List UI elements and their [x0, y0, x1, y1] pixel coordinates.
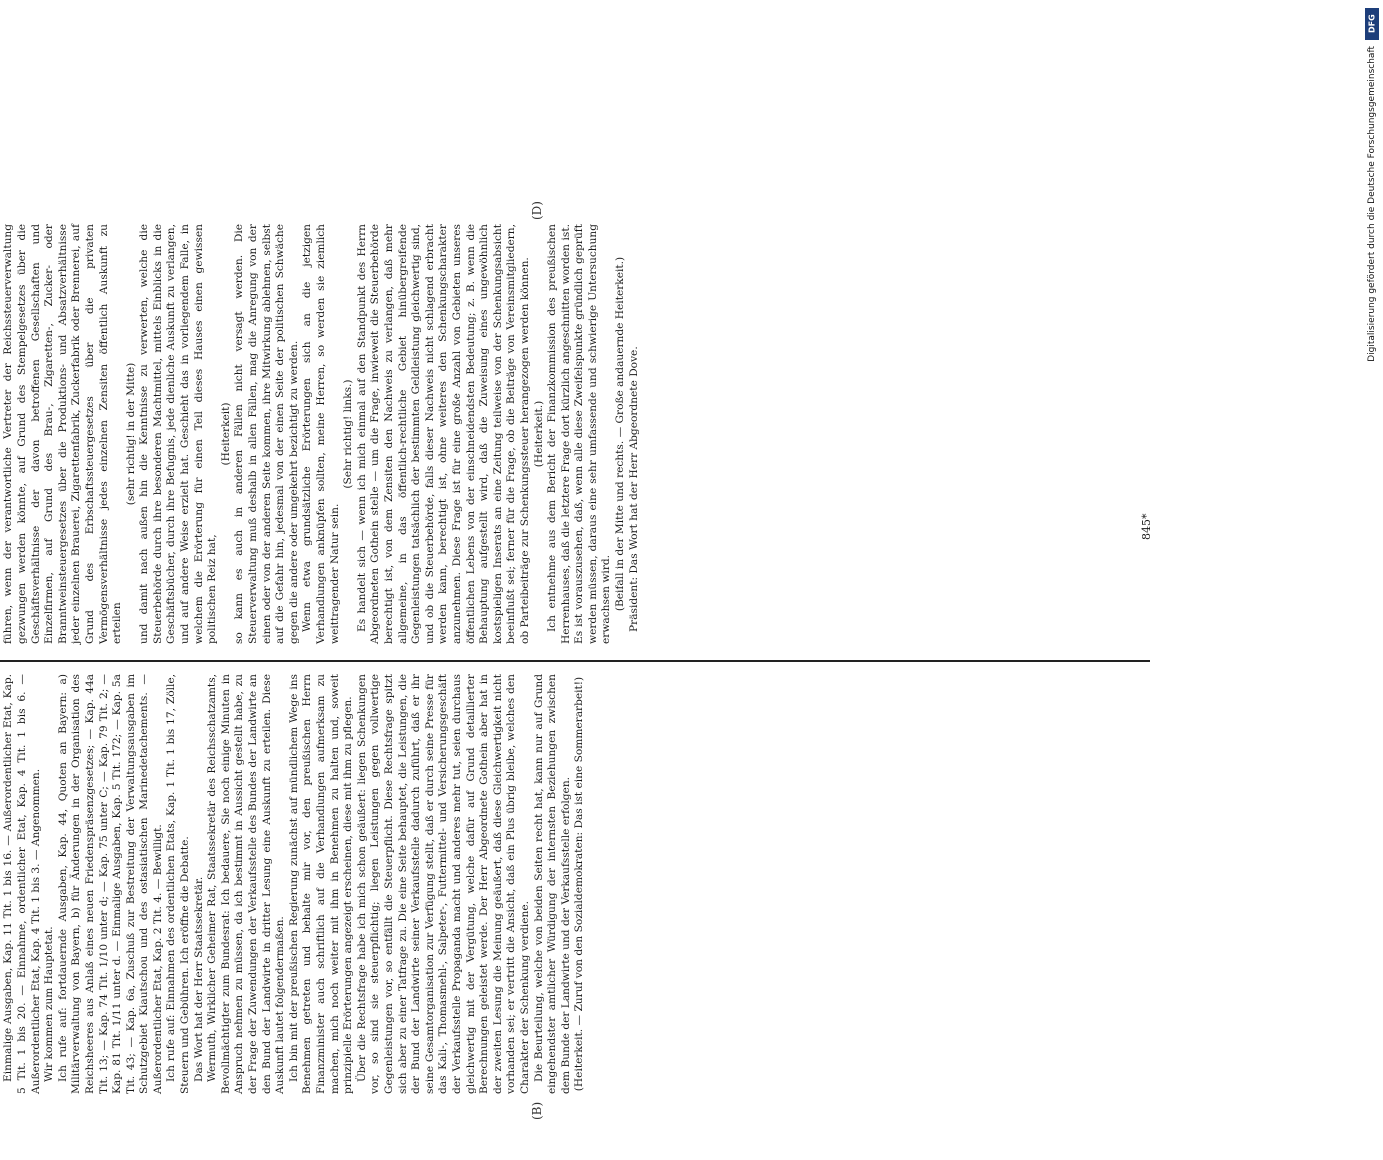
margin-mark-d: (D) — [530, 201, 544, 220]
interjection: (Beifall in der Mitte und rechts. — Große andauernde Heiterkeit.) — [614, 256, 627, 612]
paragraph: Wermuth, Wirklicher Geheimer Rat, Staatssekretär des Reichsschatzamts, Bevollmächtigter zum Bundesrat: Ich bedauere, Sie noch einige Minuten in Anspruch nehmen zu müssen, da ich bestimmt in Aussicht gestellt habe, zu der Frage der Zuwendungen der Verkaufsstelle des Bundes der Landwirte an den Bund der Landwirte in dritter Lesung eine Auskunft zu erteilen. Diese Auskunft lautet folgendermaßen. — [206, 674, 287, 1094]
paragraph: Es handelt sich — wenn ich mich einmal auf den Standpunkt des Herrn Abgeordneten Gothein stelle — um die Frage, inwieweit die Steuerbehörde berechtigt ist, von dem Zensiten den Nachweis zu verlangen, daß mehr allgemeine, in das öffentlich-rechtliche Gebiet hinübergreifende Gegenleistungen tatsächlich der bestimmten Geldleistung gleichwertig sind, und ob die Steuerbehörde, falls dieser Nachweis nicht schlagend erbracht werden kann, berechtigt ist, ohne weiteres den Schenkungscharakter anzunehmen. Diese Frage ist für eine große Anzahl von Gebieten unseres öffentlichen Lebens von der einschneidendsten Bedeutung; z. B. wenn die Behauptung aufgestellt wird, daß die Zuweisung eines ungewöhnlich kostspieligen Inserats an eine Zeitung teilweise von der Schenkungsabsicht beeinflußt sei; ferner für die Frage, ob die Beiträge von Vereinsmitgliedern, ob Parteibeiträge zur Schenkungssteuer herangezogen werden können. — [355, 224, 531, 644]
interjection: (Heiterkeit. — Zuruf von den Sozialdemokraten: Das ist eine Sommerarbeit!) — [573, 676, 586, 1092]
paragraph: Präsident: Das Wort hat der Herr Abgeordnete Dove. — [627, 346, 640, 632]
interjection: (Heiterkeit) — [219, 402, 232, 466]
paragraph: Einmalige Ausgaben, Kap. 11 Tit. 1 bis 16. — Außerordentlicher Etat, Kap. 5 Tit. 1 bis 20. — Einnahme, ordentlicher Etat, Kap. 4 Tit. 1 bis 6. — Außerordentlicher Etat, Kap. 4 Tit. 1 bis 3. — Angenommen. — [2, 674, 42, 1094]
margin-mark-b: (B) — [530, 1101, 544, 1120]
interjection: (sehr richtig! in der Mitte) — [124, 362, 137, 506]
paragraph: Ich rufe auf: fortdauernde Ausgaben, Kap. 44, Quoten an Bayern: a) Militärverwaltung von Bayern, b) für Änderungen in der Organisation des Reichsheeres aus Anlaß eines neuen Friedenspräsenzgesetzes; — Kap. 44a Tit. 13; — Kap. 74 Tit. 1/10 unter d; — Kap. 75 unter C; — Kap. 79 Tit. 2; — Kap. 81 Tit. 1/11 unter d. — Einmalige Ausgaben, Kap. 5 Tit. 172; — Kap. 5a Tit. 43; — Kap. 6a, Zuschuß zur Bestreitung der Verwaltungsausgaben im Schutzgebiet Kiautschou und des ostasiatischen Marinedetachements. — Außerordentlicher Etat, Kap. 2 Tit. 4. — Bewilligt. — [56, 674, 164, 1094]
right-column — [0, 224, 641, 644]
paragraph: Ich rufe auf: Einnahmen des ordentlichen Etats, Kap. 1 Tit. 1 bis 17, Zölle, Steuern und Gebühren. Ich eröffne die Debatte. — [165, 674, 192, 1094]
dfg-logo: DFG — [1365, 8, 1379, 40]
interjection: (Sehr richtig! links.) — [342, 379, 355, 489]
left-column — [0, 674, 587, 1094]
paragraph: Das Wort hat der Herr Staatssekretär. — [192, 876, 205, 1082]
signature-mark: 845* — [1140, 513, 1153, 540]
paragraph: so kann es auch in anderen Fällen nicht versagt werden. Die Steuerverwaltung muß deshalb in allen Fällen, mag die Anregung von der einen oder von der anderen Seite kommen, ihre Mitwirkung ablehnen, selbst auf die Gefahr hin, jedesmal von der einen Seite der politischen Schwäche gegen die andere oder umgekehrt bezichtigt zu werden. — [233, 224, 300, 644]
interjection: (Heiterkeit.) — [532, 400, 545, 468]
dfg-watermark — [1365, 8, 1379, 362]
paragraph: führen, wenn der verantwortliche Vertreter der Reichssteuerverwaltung gezwungen werden könnte, auf Grund des Stempelgesetzes über die Geschäftsverhältnisse der davon betroffenen Gesellschaften und Einzelfirmen, auf Grund des Brau-, Zigaretten-, Zucker- oder Branntweinsteuergesetzes über die Produktions- und Absatzverhältnisse jeder einzelnen Brauerei, Zigarettenfabrik, Zuckerfabrik oder Brennerei, auf Grund des Erbschaftssteuergesetzes über die privaten Vermögensverhältnisse jedes einzelnen Zensiten öffentlich Auskunft zu erteilen — [2, 224, 124, 644]
rotated-document-page — [0, 160, 1170, 1160]
page-content — [0, 160, 1170, 1160]
paragraph: Ich entnehme aus dem Bericht der Finanzkommission des preußischen Herrenhauses, daß die letztere Frage dort kürzlich angeschnitten worden ist. Es ist vorauszusehen, daß, wenn alle diese Zweifelspunkte gründlich geprüft werden müssen, daraus eine sehr umfassende und schwierige Untersuchung erwachsen wird. — [546, 224, 613, 644]
paragraph: und damit nach außen hin die Kenntnisse zu verwerten, welche die Steuerbehörde durch ihre besonderen Machtmittel, mittels Einblicks in die Geschäftsbücher, durch ihre Befugnis, jede dienliche Auskunft zu verlangen, und auf andere Weise erzielt hat. Geschieht das in vorliegendem Falle, in welchem die Erörterung für einen Teil dieses Hauses einen gewissen politischen Reiz hat, — [138, 224, 219, 644]
paragraph: Ich bin mit der preußischen Regierung zunächst auf mündlichem Wege ins Benehmen getreten und behalte mir vor, den preußischen Herrn Finanzminister auch schriftlich auf die Verhandlungen aufmerksam zu machen, mich noch weiter mit ihm in Benehmen zu halten und, soweit prinzipielle Erörterungen angezeigt erscheinen, diese mit ihm zu pflegen. — [287, 674, 355, 1094]
dfg-note: Digitalisierung gefördert durch die Deutsche Forschungsgemeinschaft — [1367, 46, 1377, 362]
paragraph: Über die Rechtsfrage habe ich mich schon geäußert: liegen Schenkungen vor, so sind sie steuerpflichtig; liegen Leistungen gegen vollwertige Gegenleistungen vor, so entfällt die Steuerpflicht. Diese Rechtsfrage spitzt sich aber zu einer Tatfrage zu. Die eine Seite behauptet, die Leistungen, die der Bund der Landwirte seiner Verkaufsstelle dadurch zuführt, daß er ihr seine Gesamtorganisation zur Verfügung stellt, daß er durch seine Presse für das Kali-, Thomasmehl-, Salpeter-, Futtermittel- und Versicherungsgeschäft der Verkaufsstelle Propaganda macht und anderes mehr tut, seien durchaus gleichwertig mit der Vergütung, welche dafür auf Grund detaillierter Berechnungen geleistet werde. Der Herr Abgeordnete Gothein aber hat in der zweiten Lesung die Meinung geäußert, daß diese Gleichwertigkeit nicht vorhanden sei; er vertritt die Ansicht, daß ein Plus übrig bleibe, welches den Charakter der Schenkung verdiene. — [355, 674, 531, 1094]
paragraph: Die Beurteilung, welche von beiden Seiten recht hat, kann nur auf Grund eingehendster amtlicher Würdigung der internsten Beziehungen zwischen dem Bunde der Landwirte und der Verkaufsstelle erfolgen. — [532, 674, 572, 1094]
column-divider — [0, 660, 1150, 662]
paragraph: Wir kommen zum Hauptetat. — [43, 926, 56, 1082]
paragraph: Wenn etwa grundsätzliche Erörterungen sich an die jetzigen Verhandlungen anknüpfen sollten, meine Herren, so werden sie ziemlich weittragender Natur sein. — [301, 224, 341, 644]
